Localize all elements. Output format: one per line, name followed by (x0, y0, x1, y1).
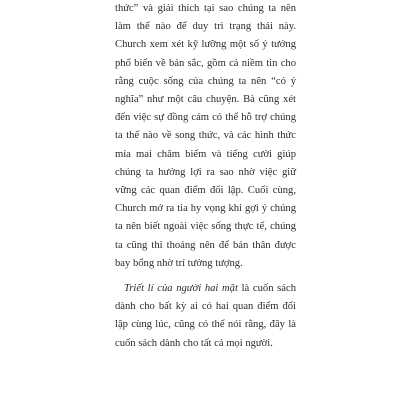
body-text (115, 0, 296, 353)
book-title: Triết lí của người hai mặt (124, 283, 238, 295)
paragraph-1: thức” và giải thích tại sao chúng ta nên làm thế nào để duy trì trạng thái này. Church xem xét kỹ lưỡng một số ý tưởng phổ biến về bản sắc, gồm cả niềm tin cho rằng cuộc sống của chúng ta nên “có ý nghĩa” như một câu chuyện. Bà cũng xét đến việc sự đồng cảm có thể hỗ trợ chúng ta thế nào về song thức, và các hình thức mỉa mai châm biếm và tiếng cười giúp chúng ta hưởng lợi ra sao nhờ việc giữ vững các quan điểm đối lập. Cuối cùng, Church mở ra tia hy vọng khi gợi ý chúng ta nên biết ngoài việc sống thực tế, chúng ta cũng thi thoảng nên để bản thân được bay bổng nhờ trí tưởng tượng. (115, 3, 296, 269)
paragraph-2-text: là cuốn sách dành cho bất kỳ ai có hai quan điểm đối lập cùng lúc, cũng có thể nói rằng, đây là cuốn sách dành cho tất cả mọi người. (115, 283, 296, 349)
paragraph-2 (115, 280, 296, 353)
